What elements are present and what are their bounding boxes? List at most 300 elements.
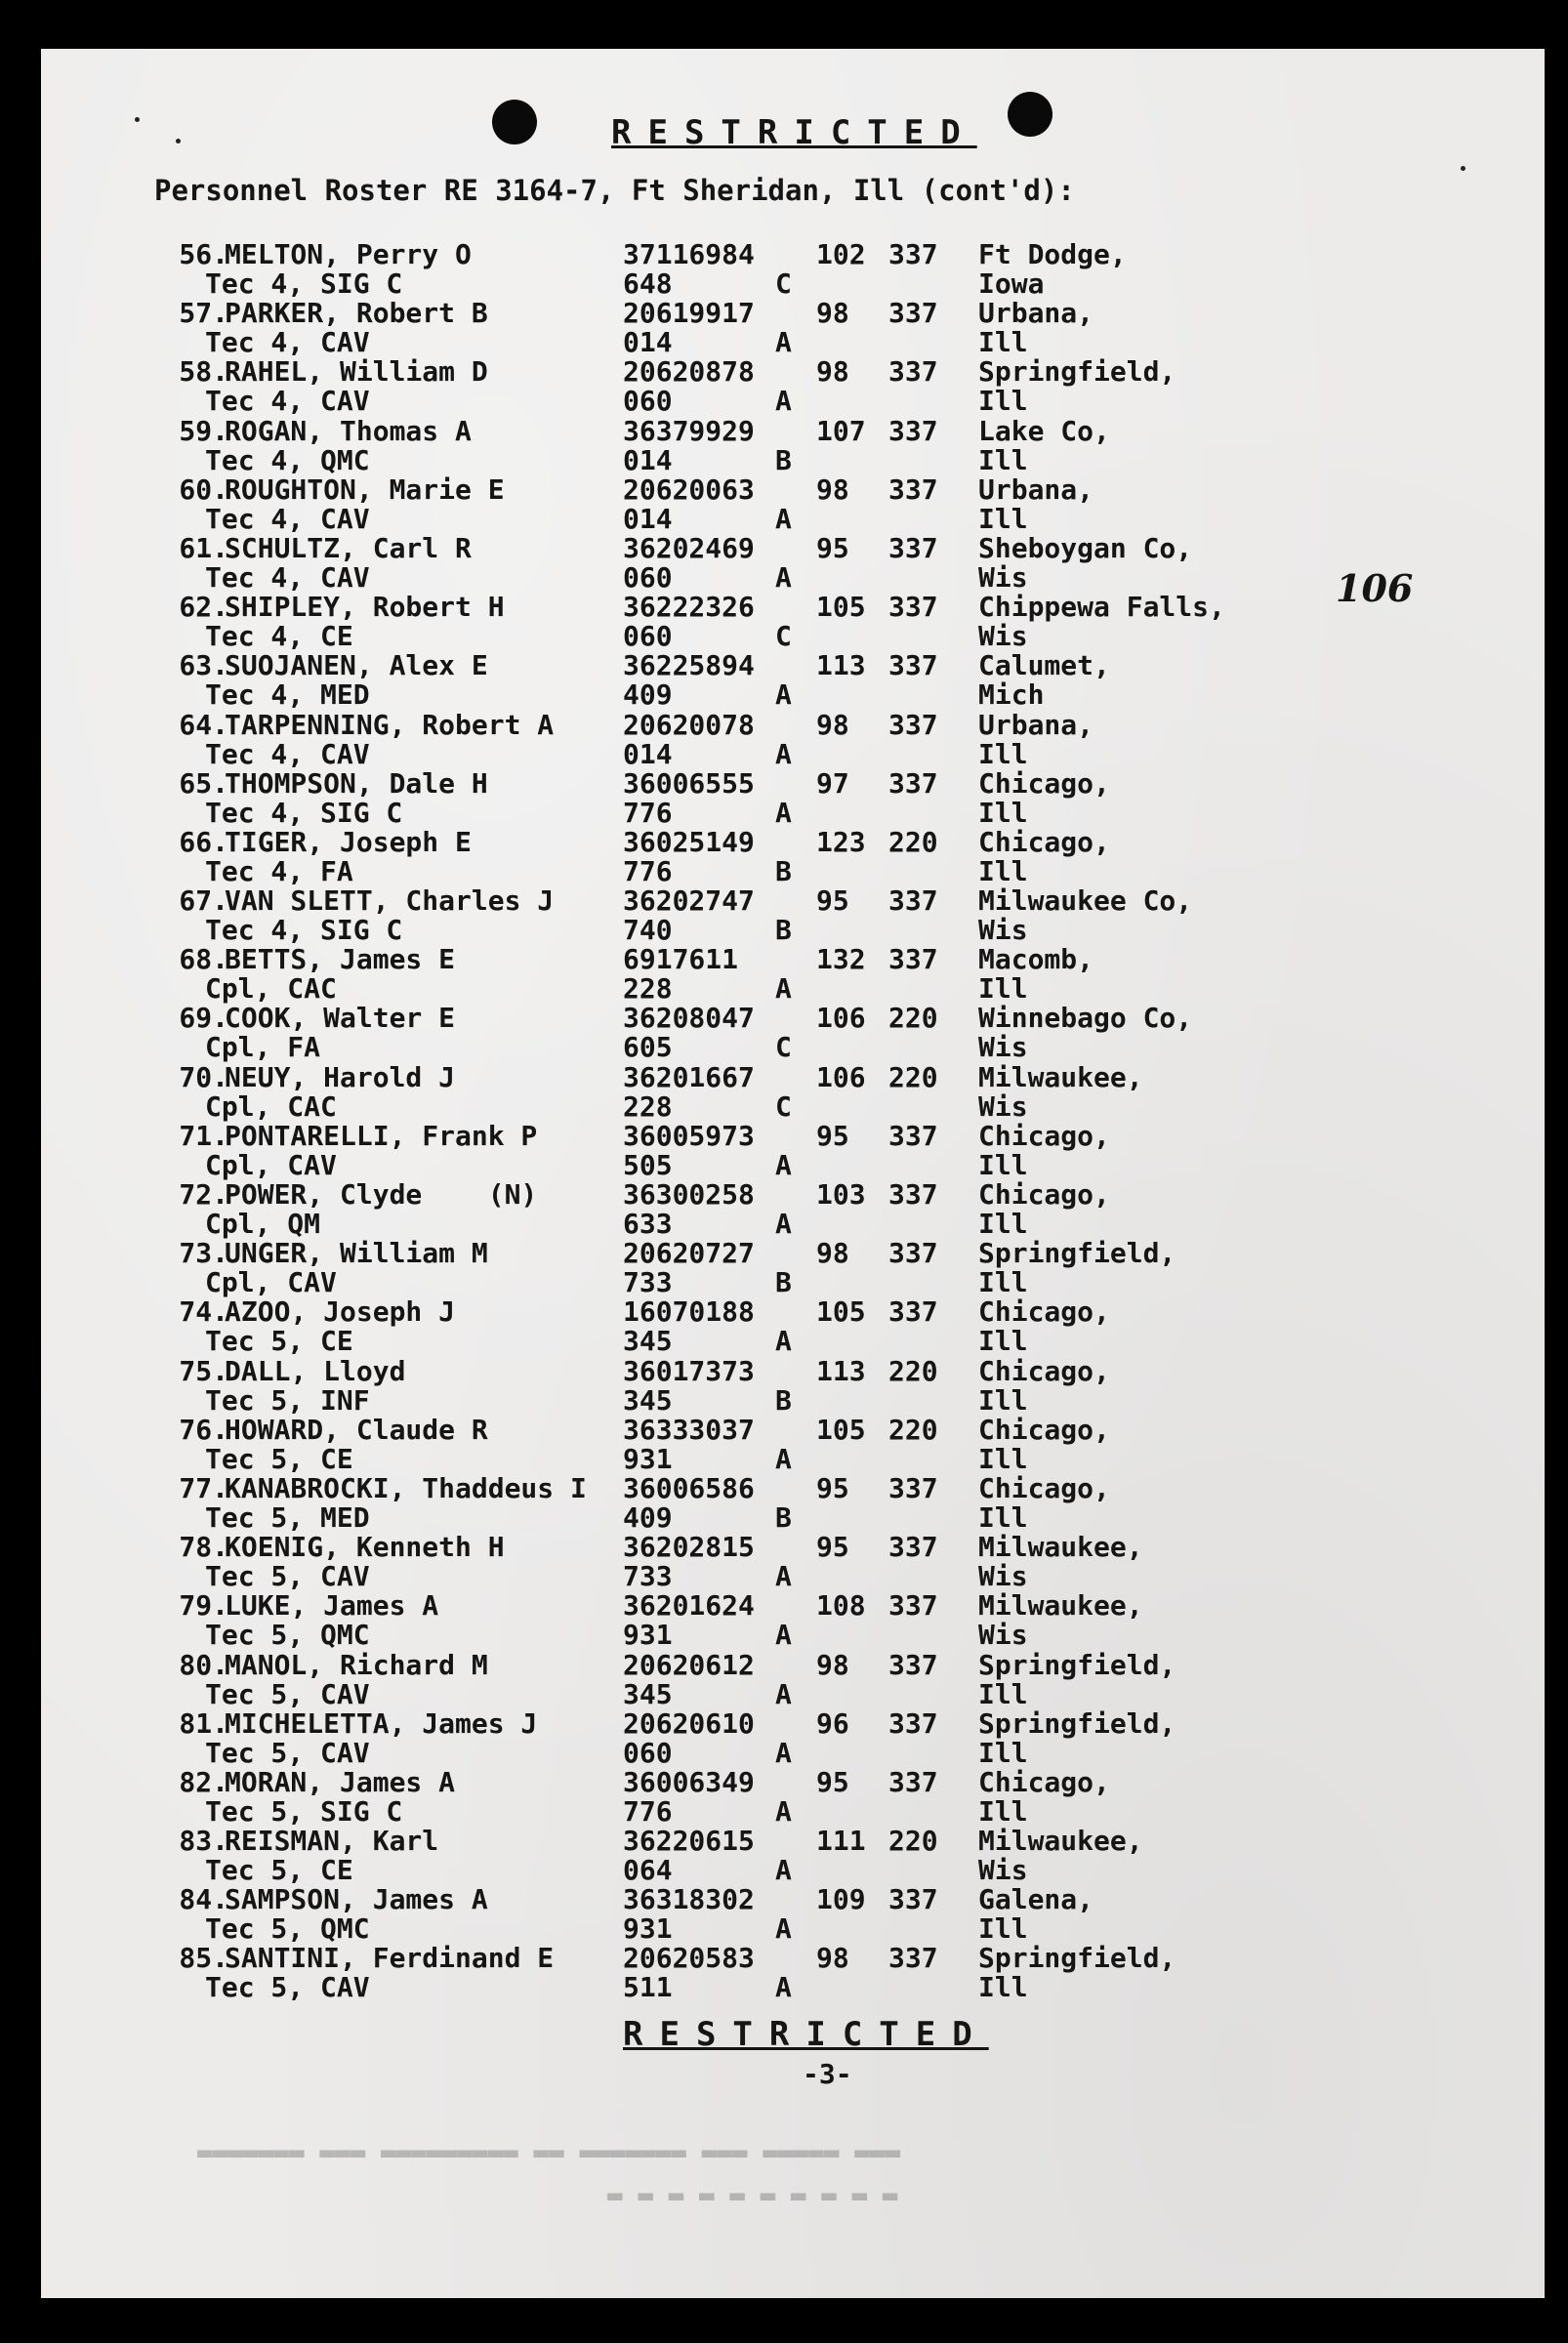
roster-entry [41,1706,1545,1769]
value-column-a: 105 [816,1413,866,1446]
value-column-b: 337 [888,943,938,976]
value-column-a: 123 [816,825,866,858]
value-column-b: 337 [888,1706,938,1740]
person-name: TARPENNING, Robert A [225,708,555,741]
person-name: SUOJANEN, Alex E [225,649,488,682]
spec-code: 931 [623,1619,673,1652]
class-letter: A [775,1148,792,1181]
value-column-a: 107 [816,414,866,447]
class-letter: C [775,267,792,300]
hometown-city: Chicago, [978,766,1110,800]
class-letter: A [775,1560,792,1593]
grade-and-branch: Tec 4, CAV [205,560,370,594]
value-column-a: 105 [816,591,866,624]
grade-and-branch: Cpl, CAV [205,1148,337,1181]
hometown-state: Wis [978,560,1028,594]
hometown-city: Chicago, [978,1354,1110,1387]
roster-entry [41,1180,1545,1239]
serial-number: 36333037 [623,1413,755,1446]
value-column-a: 98 [816,708,849,741]
entry-number: 83. [179,1825,228,1858]
spec-code: 014 [623,502,673,535]
serial-number: 20620878 [623,355,755,389]
hometown-city: Urbana, [978,297,1094,330]
grade-and-branch: Tec 5, CE [205,1442,353,1475]
hometown-state: Ill [978,1971,1028,2004]
hometown-state: Ill [978,737,1028,770]
person-name: HOWARD, Claude R [225,1413,488,1446]
hometown-city: Chicago, [978,1471,1110,1504]
serial-number: 36202747 [623,884,755,918]
hometown-city: Chicago, [978,1295,1110,1329]
entry-number: 73. [179,1237,228,1270]
spec-code: 931 [623,1442,673,1475]
hometown-city: Chicago, [978,1413,1110,1446]
person-name: KANABROCKI, Thaddeus I [225,1471,587,1504]
hometown-city: Milwaukee, [978,1589,1143,1623]
class-letter: C [775,620,792,653]
hometown-city: Urbana, [978,473,1094,506]
grade-and-branch: Tec 5, QMC [205,1619,370,1652]
hometown-city: Lake Co, [978,414,1110,447]
value-column-a: 113 [816,1354,866,1387]
speck [1461,166,1465,171]
serial-number: 36202469 [623,531,755,564]
class-letter: A [775,1912,792,1946]
value-column-a: 95 [816,1765,849,1798]
hometown-state: Ill [978,1500,1028,1534]
spec-code: 931 [623,1912,673,1946]
value-column-a: 106 [816,1060,866,1093]
serial-number: 36222326 [623,591,755,624]
grade-and-branch: Tec 4, CE [205,620,353,653]
person-name: MANOL, Richard M [225,1648,488,1681]
hometown-city: Macomb, [978,943,1094,976]
person-name: ROGAN, Thomas A [225,414,472,447]
value-column-b: 337 [888,1589,938,1623]
hometown-state: Ill [978,1677,1028,1710]
class-letter: A [775,502,792,535]
hometown-city: Milwaukee, [978,1531,1143,1564]
serial-number: 6917611 [623,943,739,976]
grade-and-branch: Tec 4, CAV [205,326,370,359]
roster-header: Personnel Roster RE 3164-7, Ft Sheridan, Ill (cont'd): [154,174,1075,207]
grade-and-branch: Tec 5, CE [205,1854,353,1887]
roster-entry [41,825,1545,887]
spec-code: 733 [623,1560,673,1593]
hometown-state: Wis [978,1031,1028,1064]
value-column-a: 98 [816,473,849,506]
hometown-state: Wis [978,1619,1028,1652]
value-column-b: 337 [888,1178,938,1211]
value-column-b: 220 [888,1413,938,1446]
spec-code: 064 [623,1854,673,1887]
person-name: DALL, Lloyd [225,1354,406,1387]
person-name: ROUGHTON, Marie E [225,473,505,506]
hometown-state: Iowa [978,267,1045,300]
hometown-city: Springfield, [978,1942,1176,1975]
hometown-city: Sheboygan Co, [978,531,1193,564]
person-name: COOK, Walter E [225,1002,456,1035]
value-column-a: 109 [816,1883,866,1916]
spec-code: 060 [623,560,673,594]
value-column-b: 337 [888,1119,938,1152]
roster-list [41,240,1545,2003]
serial-number: 36006555 [623,766,755,800]
entry-number: 60. [179,473,228,506]
serial-number: 36201624 [623,1589,755,1623]
class-letter: A [775,1971,792,2004]
serial-number: 36202815 [623,1531,755,1564]
grade-and-branch: Tec 4, SIG C [205,914,403,947]
roster-entry [41,1413,1545,1475]
roster-entry [41,1827,1545,1885]
value-column-b: 337 [888,884,938,918]
hometown-city: Springfield, [978,355,1176,389]
hometown-state: Wis [978,1854,1028,1887]
spec-code: 605 [623,1031,673,1064]
value-column-a: 95 [816,531,849,564]
serial-number: 16070188 [623,1295,755,1329]
value-column-a: 132 [816,943,866,976]
roster-entry [41,1297,1545,1356]
value-column-b: 337 [888,531,938,564]
value-column-b: 337 [888,238,938,270]
class-letter: A [775,1736,792,1769]
class-letter: A [775,326,792,359]
classification-top: RESTRICTED [611,113,977,152]
hometown-state: Wis [978,1560,1028,1593]
class-letter: A [775,385,792,418]
value-column-a: 102 [816,238,866,270]
class-letter: A [775,1854,792,1887]
serial-number: 36005973 [623,1119,755,1152]
person-name: KOENIG, Kenneth H [225,1531,505,1564]
hometown-state: Wis [978,914,1028,947]
roster-entry [41,886,1545,945]
speck [135,117,140,122]
grade-and-branch: Tec 5, CAV [205,1560,370,1593]
spec-code: 409 [623,678,673,712]
page-number: -3- [803,2058,852,2090]
roster-entry [41,593,1545,651]
grade-and-branch: Tec 4, QMC [205,443,370,476]
entry-number: 59. [179,414,228,447]
grade-and-branch: Tec 5, INF [205,1383,370,1417]
person-name: SCHULTZ, Carl R [225,531,472,564]
entry-number: 68. [179,943,228,976]
value-column-b: 337 [888,1237,938,1270]
grade-and-branch: Tec 5, MED [205,1500,370,1534]
value-column-b: 337 [888,1471,938,1504]
class-letter: A [775,796,792,829]
grade-and-branch: Tec 4, CAV [205,737,370,770]
value-column-b: 337 [888,473,938,506]
serial-number: 20620727 [623,1237,755,1270]
handwritten-page-note: 106 [1336,566,1414,610]
person-name: POWER, Clyde (N) [225,1178,538,1211]
class-letter: A [775,678,792,712]
value-column-b: 220 [888,825,938,858]
hometown-city: Springfield, [978,1648,1176,1681]
classification-bottom: RESTRICTED [623,2015,989,2054]
value-column-b: 337 [888,766,938,800]
serial-number: 36201667 [623,1060,755,1093]
value-column-b: 337 [888,1531,938,1564]
hometown-state: Wis [978,620,1028,653]
person-name: SHIPLEY, Robert H [225,591,505,624]
value-column-a: 95 [816,1119,849,1152]
roster-entry [41,240,1545,299]
spec-code: 014 [623,326,673,359]
roster-entry [41,708,1545,770]
serial-number: 20620610 [623,1706,755,1740]
value-column-a: 95 [816,884,849,918]
hometown-state: Ill [978,326,1028,359]
hometown-state: Ill [978,796,1028,829]
grade-and-branch: Tec 5, CE [205,1325,353,1358]
hometown-state: Ill [978,1383,1028,1417]
person-name: NEUY, Harold J [225,1060,456,1093]
serial-number: 20619917 [623,297,755,330]
class-letter: B [775,1383,792,1417]
value-column-b: 337 [888,297,938,330]
entry-number: 81. [179,1706,228,1740]
value-column-b: 337 [888,414,938,447]
entry-number: 84. [179,1883,228,1916]
class-letter: A [775,737,792,770]
entry-number: 61. [179,531,228,564]
person-name: PONTARELLI, Frank P [225,1119,538,1152]
hometown-state: Ill [978,1148,1028,1181]
serial-number: 36208047 [623,1002,755,1035]
entry-number: 85. [179,1942,228,1975]
value-column-b: 337 [888,708,938,741]
hometown-state: Wis [978,1089,1028,1123]
hometown-state: Ill [978,1266,1028,1299]
spec-code: 060 [623,1736,673,1769]
spec-code: 060 [623,385,673,418]
roster-entry [41,1119,1545,1181]
person-name: THOMPSON, Dale H [225,766,488,800]
grade-and-branch: Tec 4, SIG C [205,267,403,300]
hometown-city: Calumet, [978,649,1110,682]
person-name: LUKE, James A [225,1589,439,1623]
serial-number: 36379929 [623,414,755,447]
value-column-a: 96 [816,1706,849,1740]
roster-entry [41,945,1545,1004]
value-column-a: 98 [816,355,849,389]
roster-entry [41,299,1545,357]
entry-number: 57. [179,297,228,330]
spec-code: 511 [623,1971,673,2004]
hometown-city: Galena, [978,1883,1094,1916]
hometown-state: Ill [978,1794,1028,1828]
entry-number: 75. [179,1354,228,1387]
entry-number: 71. [179,1119,228,1152]
serial-number: 36006586 [623,1471,755,1504]
serial-number: 37116984 [623,238,755,270]
roster-entry [41,357,1545,416]
value-column-b: 220 [888,1060,938,1093]
value-column-b: 337 [888,1648,938,1681]
value-column-b: 337 [888,1883,938,1916]
punch-hole-right [1008,92,1052,137]
grade-and-branch: Cpl, CAV [205,1266,337,1299]
class-letter: B [775,443,792,476]
value-column-b: 337 [888,591,938,624]
hometown-city: Milwaukee, [978,1060,1143,1093]
entry-number: 80. [179,1648,228,1681]
value-column-a: 98 [816,1942,849,1975]
person-name: VAN SLETT, Charles J [225,884,555,918]
hometown-city: Chicago, [978,1765,1110,1798]
spec-code: 776 [623,796,673,829]
value-column-a: 97 [816,766,849,800]
spec-code: 409 [623,1500,673,1534]
person-name: UNGER, William M [225,1237,488,1270]
punch-hole-left [492,100,537,144]
roster-entry [41,1354,1545,1417]
class-letter: B [775,914,792,947]
roster-entry [41,1885,1545,1944]
value-column-a: 98 [816,1237,849,1270]
hometown-state: Ill [978,1208,1028,1240]
person-name: RAHEL, William D [225,355,488,389]
person-name: PARKER, Robert B [225,297,488,330]
hometown-state: Ill [978,502,1028,535]
entry-number: 78. [179,1531,228,1564]
grade-and-branch: Tec 5, CAV [205,1677,370,1710]
person-name: MICHELETTA, James J [225,1706,538,1740]
entry-number: 66. [179,825,228,858]
hometown-city: Winnebago Co, [978,1002,1193,1035]
hometown-state: Ill [978,1736,1028,1769]
roster-entry [41,414,1545,476]
class-letter: A [775,972,792,1006]
person-name: AZOO, Joseph J [225,1295,456,1329]
value-column-a: 98 [816,1648,849,1681]
roster-entry [41,1533,1545,1591]
grade-and-branch: Tec 4, MED [205,678,370,712]
hometown-state: Ill [978,1325,1028,1358]
value-column-a: 113 [816,649,866,682]
entry-number: 69. [179,1002,228,1035]
entry-number: 64. [179,708,228,741]
person-name: SANTINI, Ferdinand E [225,1942,555,1975]
grade-and-branch: Tec 5, SIG C [205,1794,403,1828]
value-column-a: 108 [816,1589,866,1623]
class-letter: A [775,1794,792,1828]
serial-number: 20620078 [623,708,755,741]
spec-code: 740 [623,914,673,947]
class-letter: A [775,1619,792,1652]
grade-and-branch: Cpl, CAC [205,1089,337,1123]
roster-entry [41,1004,1545,1062]
roster-entry [41,1471,1545,1534]
person-name: MELTON, Perry O [225,238,472,270]
spec-code: 776 [623,1794,673,1828]
entry-number: 77. [179,1471,228,1504]
roster-entry [41,1591,1545,1650]
entry-number: 79. [179,1589,228,1623]
hometown-state: Ill [978,854,1028,887]
roster-entry [41,1239,1545,1297]
entry-number: 62. [179,591,228,624]
roster-entry [41,531,1545,594]
grade-and-branch: Tec 4, CAV [205,385,370,418]
spec-code: 776 [623,854,673,887]
hometown-city: Chippewa Falls, [978,591,1225,624]
value-column-a: 103 [816,1178,866,1211]
hometown-city: Ft Dodge, [978,238,1127,270]
hometown-city: Milwaukee Co, [978,884,1193,918]
class-letter: B [775,1266,792,1299]
value-column-b: 220 [888,1002,938,1035]
document-page [41,49,1545,2298]
value-column-a: 98 [816,297,849,330]
class-letter: A [775,1442,792,1475]
hometown-state: Ill [978,443,1028,476]
value-column-a: 105 [816,1295,866,1329]
hometown-state: Ill [978,1912,1028,1946]
hometown-city: Springfield, [978,1706,1176,1740]
serial-number: 20620583 [623,1942,755,1975]
spec-code: 733 [623,1266,673,1299]
roster-entry [41,766,1545,829]
entry-number: 82. [179,1765,228,1798]
grade-and-branch: Cpl, FA [205,1031,321,1064]
roster-entry [41,1060,1545,1123]
hometown-city: Chicago, [978,1178,1110,1211]
spec-code: 014 [623,443,673,476]
entry-number: 65. [179,766,228,800]
serial-number: 36220615 [623,1825,755,1858]
entry-number: 67. [179,884,228,918]
class-letter: A [775,560,792,594]
class-letter: C [775,1031,792,1064]
value-column-b: 220 [888,1354,938,1387]
roster-entry [41,1944,1545,2002]
hometown-state: Ill [978,385,1028,418]
serial-number: 36017373 [623,1354,755,1387]
serial-number: 20620612 [623,1648,755,1681]
grade-and-branch: Tec 4, FA [205,854,353,887]
spec-code: 345 [623,1325,673,1358]
bleed-through-shadow: ▬▬▬ ▬▬▬▬▬ ▬▬▬ ▬▬▬▬▬▬▬ ▬▬ ▬▬▬▬▬▬▬▬▬ ▬▬▬ ▬▬▬▬▬▬▬ [197,2138,901,2167]
hometown-city: Urbana, [978,708,1094,741]
spec-code: 345 [623,1383,673,1417]
roster-entry [41,1648,1545,1710]
roster-entry [41,1765,1545,1828]
serial-number: 36025149 [623,825,755,858]
class-letter: B [775,854,792,887]
person-name: MORAN, James A [225,1765,456,1798]
value-column-b: 337 [888,1942,938,1975]
serial-number: 20620063 [623,473,755,506]
person-name: TIGER, Joseph E [225,825,472,858]
spec-code: 633 [623,1208,673,1240]
grade-and-branch: Cpl, CAC [205,972,337,1006]
serial-number: 36300258 [623,1178,755,1211]
grade-and-branch: Cpl, QM [205,1208,321,1240]
roster-entry [41,475,1545,534]
serial-number: 36006349 [623,1765,755,1798]
spec-code: 505 [623,1148,673,1181]
entry-number: 58. [179,355,228,389]
spec-code: 648 [623,267,673,300]
grade-and-branch: Tec 5, CAV [205,1971,370,2004]
